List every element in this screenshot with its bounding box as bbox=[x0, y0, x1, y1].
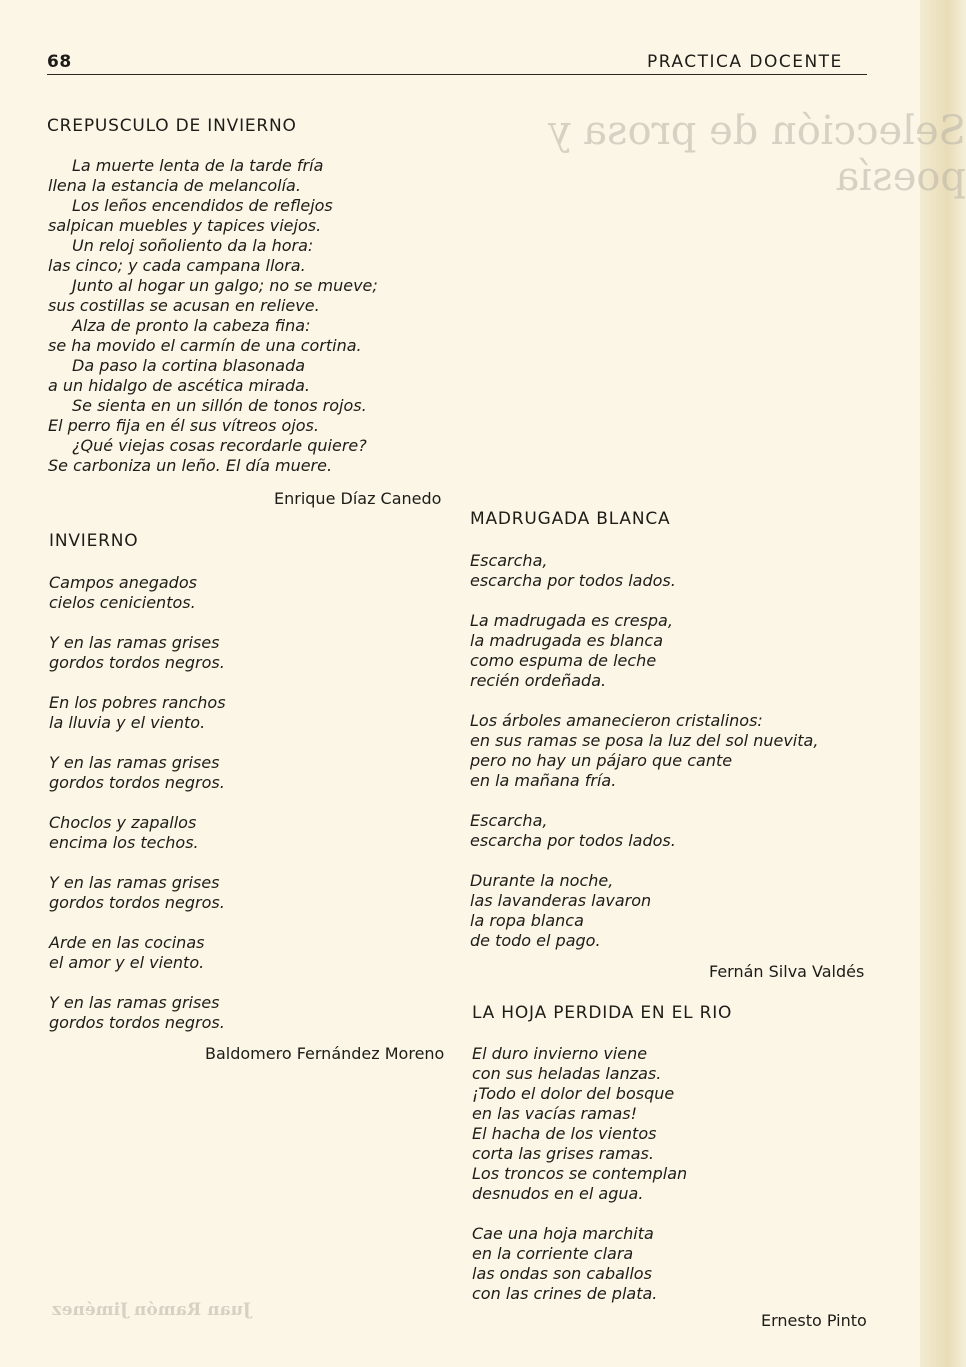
poem-line: cielos cenicientos. bbox=[49, 593, 196, 612]
poem-author: Fernán Silva Valdés bbox=[709, 962, 865, 981]
poem-line: Se carboniza un leño. El día muere. bbox=[48, 456, 333, 475]
poem-author: Ernesto Pinto bbox=[761, 1311, 867, 1330]
poem-line: con las crines de plata. bbox=[472, 1284, 658, 1303]
poem-line: el amor y el viento. bbox=[49, 953, 205, 972]
poem-line: Alza de pronto la cabeza fina: bbox=[72, 316, 311, 335]
poem-title: INVIERNO bbox=[49, 531, 139, 551]
poem-line: gordos tordos negros. bbox=[49, 1013, 225, 1032]
poem-line: se ha movido el carmín de una cortina. bbox=[48, 336, 362, 355]
poem-line: corta las grises ramas. bbox=[472, 1144, 654, 1163]
poem-line: Junto al hogar un galgo; no se mueve; bbox=[72, 276, 378, 295]
poem-line: gordos tordos negros. bbox=[49, 893, 225, 912]
poem-line: El duro invierno viene bbox=[472, 1044, 648, 1063]
poem-title: MADRUGADA BLANCA bbox=[470, 509, 671, 529]
poem-line: Un reloj soñoliento da la hora: bbox=[72, 236, 314, 255]
poem-line: Los árboles amanecieron cristalinos: bbox=[470, 711, 763, 730]
poem-line: Los troncos se contemplan bbox=[472, 1164, 688, 1183]
poem-line: a un hidalgo de ascética mirada. bbox=[48, 376, 311, 395]
poem-line: las cinco; y cada campana llora. bbox=[48, 256, 306, 275]
poem-line: Escarcha, bbox=[470, 551, 548, 570]
poem-line: gordos tordos negros. bbox=[49, 653, 225, 672]
bleed-through-author: Juan Ramón Jiménez bbox=[52, 1300, 251, 1320]
poem-line: en sus ramas se posa la luz del sol nuevita, bbox=[470, 731, 819, 750]
poem-line: Se sienta en un sillón de tonos rojos. bbox=[72, 396, 367, 415]
poem-author: Baldomero Fernández Moreno bbox=[205, 1044, 445, 1063]
poem-line: de todo el pago. bbox=[470, 931, 601, 950]
bleed-through-heading: Selección de prosa y poesía bbox=[547, 108, 966, 200]
poem-line: las ondas son caballos bbox=[472, 1264, 652, 1283]
poem-line: sus costillas se acusan en relieve. bbox=[48, 296, 320, 315]
poem-title: CREPUSCULO DE INVIERNO bbox=[47, 116, 297, 136]
page-number: 68 bbox=[47, 52, 72, 72]
section-title: PRACTICA DOCENTE bbox=[647, 52, 843, 72]
poem-line: La madrugada es crespa, bbox=[470, 611, 673, 630]
poem-line: encima los techos. bbox=[49, 833, 199, 852]
poem-author: Enrique Díaz Canedo bbox=[274, 489, 442, 508]
poem-line: El hacha de los vientos bbox=[472, 1124, 657, 1143]
poem-line: Cae una hoja marchita bbox=[472, 1224, 654, 1243]
poem-line: Y en las ramas grises bbox=[49, 753, 220, 772]
poem-line: la lluvia y el viento. bbox=[49, 713, 206, 732]
poem-line: Choclos y zapallos bbox=[49, 813, 197, 832]
poem-line: Da paso la cortina blasonada bbox=[72, 356, 306, 375]
poem-line: Y en las ramas grises bbox=[49, 993, 220, 1012]
poem-line: gordos tordos negros. bbox=[49, 773, 225, 792]
poem-line: la madrugada es blanca bbox=[470, 631, 664, 650]
poem-line: Y en las ramas grises bbox=[49, 633, 220, 652]
poem-line: La muerte lenta de la tarde fría bbox=[72, 156, 324, 175]
poem-line: ¡Todo el dolor del bosque bbox=[472, 1084, 675, 1103]
poem-line: las lavanderas lavaron bbox=[470, 891, 652, 910]
poem-line: la ropa blanca bbox=[470, 911, 584, 930]
page-edge-shadow bbox=[920, 0, 966, 1367]
poem-line: con sus heladas lanzas. bbox=[472, 1064, 662, 1083]
poem-body bbox=[470, 551, 818, 951]
header-divider bbox=[47, 74, 867, 75]
poem-line: Campos anegados bbox=[49, 573, 197, 592]
poem-line: pero no hay un pájaro que cante bbox=[470, 751, 733, 770]
poem-line: desnudos en el agua. bbox=[472, 1184, 644, 1203]
poem-line: recién ordeñada. bbox=[470, 671, 607, 690]
poem-line: en la corriente clara bbox=[472, 1244, 634, 1263]
poem-line: escarcha por todos lados. bbox=[470, 831, 676, 850]
poem-title: LA HOJA PERDIDA EN EL RIO bbox=[472, 1003, 733, 1023]
poem-line: En los pobres ranchos bbox=[49, 693, 226, 712]
poem-body bbox=[49, 573, 226, 1033]
poem-line: Los leños encendidos de reflejos bbox=[72, 196, 333, 215]
poem-line: Arde en las cocinas bbox=[49, 933, 205, 952]
poem-line: Escarcha, bbox=[470, 811, 548, 830]
poem-line: Y en las ramas grises bbox=[49, 873, 220, 892]
poem-line: en la mañana fría. bbox=[470, 771, 617, 790]
poem-line: llena la estancia de melancolía. bbox=[48, 176, 301, 195]
poem-line: como espuma de leche bbox=[470, 651, 657, 670]
poem-line: escarcha por todos lados. bbox=[470, 571, 676, 590]
poem-body bbox=[472, 1044, 687, 1304]
poem-line: El perro fija en él sus vítreos ojos. bbox=[48, 416, 319, 435]
poem-line: en las vacías ramas! bbox=[472, 1104, 638, 1123]
poem-line: Durante la noche, bbox=[470, 871, 614, 890]
poem-line: ¿Qué viejas cosas recordarle quiere? bbox=[72, 436, 367, 455]
poem-line: salpican muebles y tapices viejos. bbox=[48, 216, 322, 235]
poem-body bbox=[48, 156, 378, 476]
